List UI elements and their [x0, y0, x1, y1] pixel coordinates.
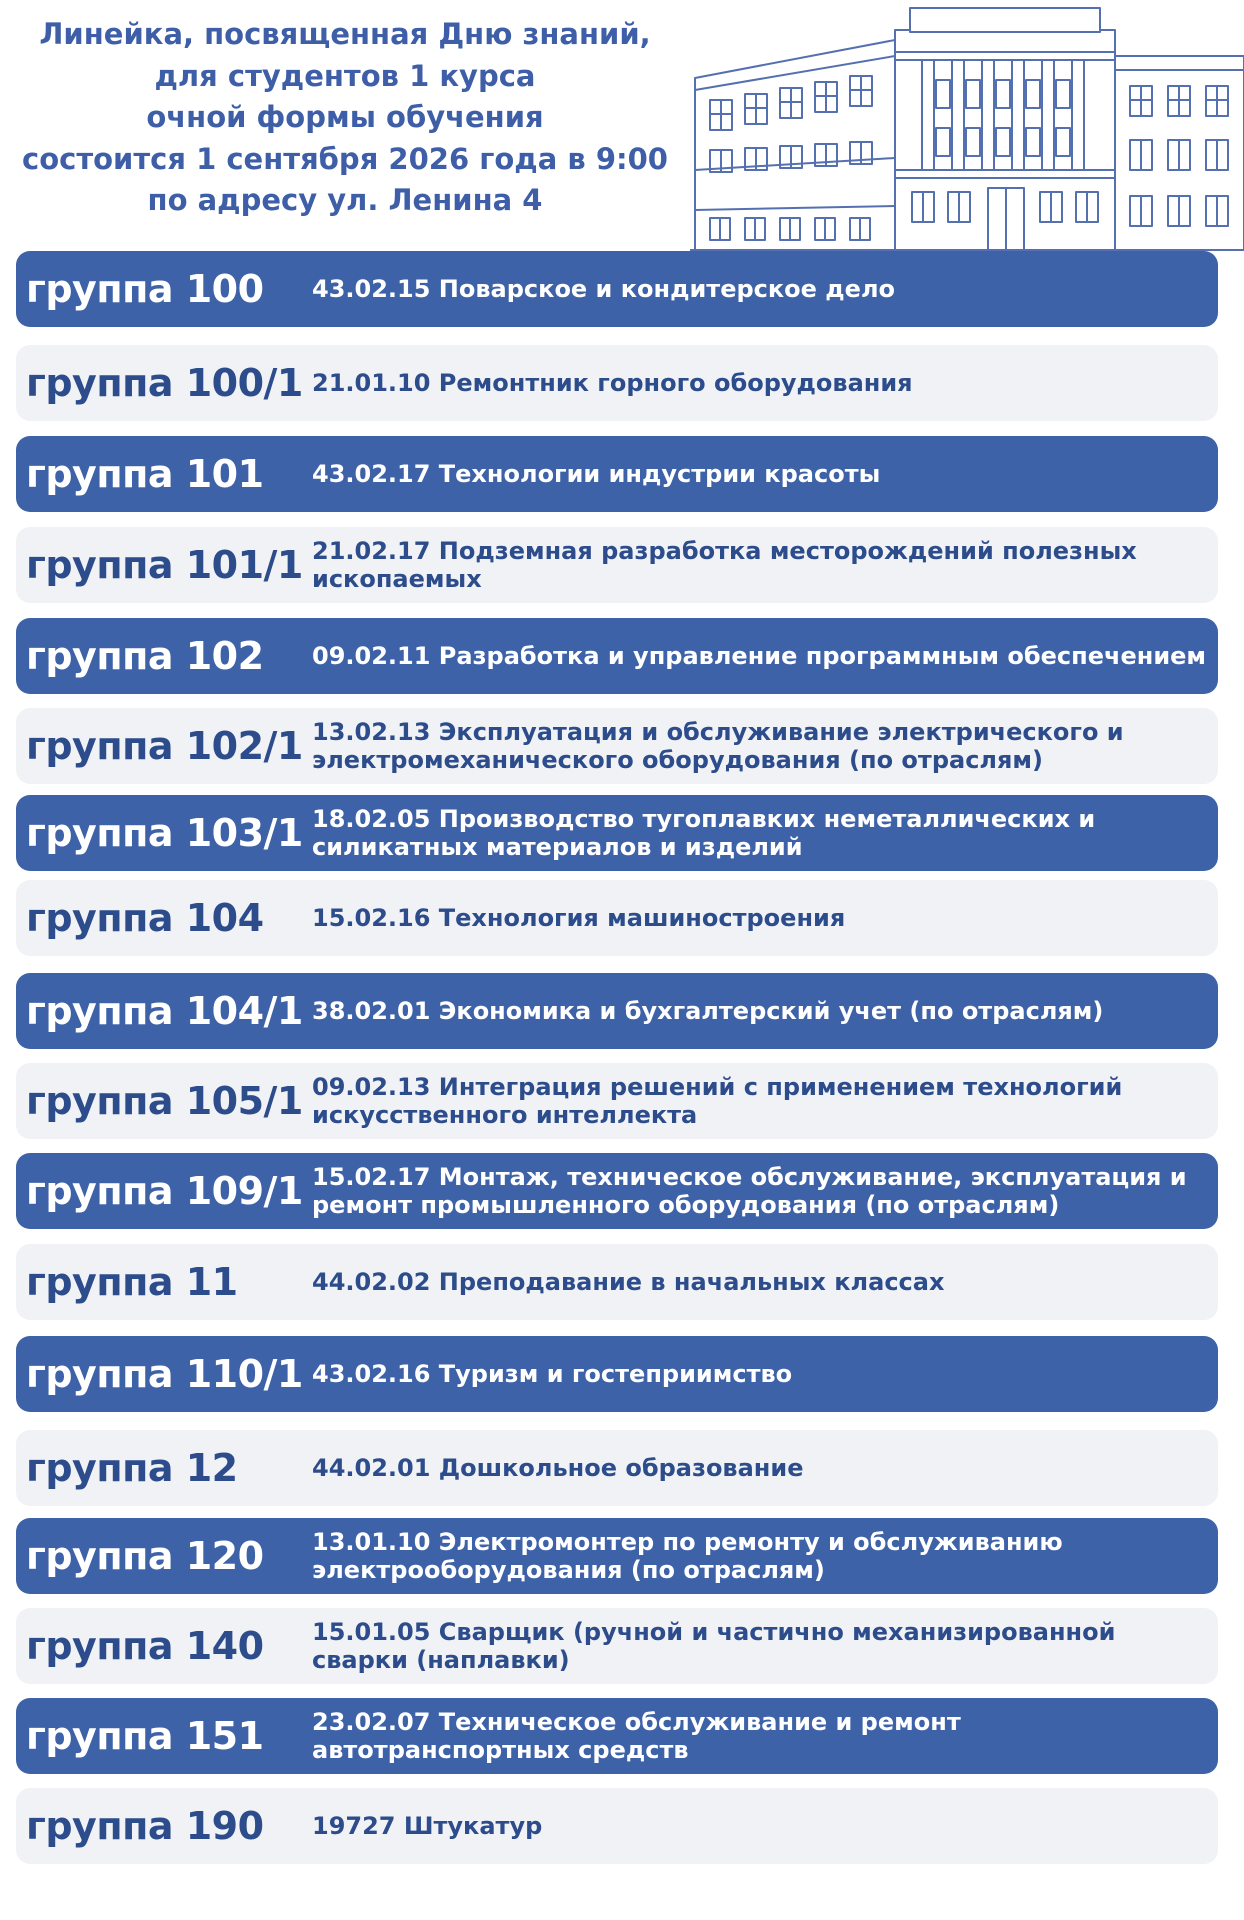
- specialty-text: 43.02.16 Туризм и гостеприимство: [312, 1360, 793, 1388]
- specialty-text: 13.02.13 Эксплуатация и обслуживание электрического и электромеханического оборудования (по отраслям): [312, 718, 1124, 774]
- specialty-text: 15.02.17 Монтаж, техническое обслуживание, эксплуатация и ремонт промышленного оборудования (по отраслям): [312, 1163, 1187, 1219]
- group-row: [16, 880, 1218, 956]
- group-name: группа 100: [26, 267, 264, 311]
- specialty-text: 15.01.05 Сварщик (ручной и частично механизированной сварки (наплавки): [312, 1618, 1116, 1674]
- group-row: [16, 1336, 1218, 1412]
- group-row: [16, 708, 1218, 784]
- specialty-text: 43.02.15 Поварское и кондитерское дело: [312, 275, 896, 303]
- group-row: [16, 1430, 1218, 1506]
- group-row: [16, 436, 1218, 512]
- group-name: группа 120: [26, 1534, 264, 1578]
- group-row: [16, 1153, 1218, 1229]
- group-name: группа 11: [26, 1260, 238, 1304]
- specialty-text: 19727 Штукатур: [312, 1812, 543, 1840]
- specialty-text: 21.02.17 Подземная разработка месторождений полезных ископаемых: [312, 537, 1137, 593]
- group-name: группа 101/1: [26, 543, 303, 587]
- specialty-text: 44.02.02 Преподавание в начальных классах: [312, 1268, 945, 1296]
- announcement-line: состоится 1 сентября 2026 года в 9:00: [22, 141, 668, 176]
- group-name: группа 190: [26, 1804, 264, 1848]
- specialty-text: 13.01.10 Электромонтер по ремонту и обслуживанию электрооборудования (по отраслям): [312, 1528, 1063, 1584]
- group-name: группа 102/1: [26, 724, 303, 768]
- group-row: [16, 527, 1218, 603]
- announcement-line: очной формы обучения: [146, 100, 544, 134]
- group-row: [16, 1698, 1218, 1774]
- group-row: [16, 251, 1218, 327]
- group-row: [16, 973, 1218, 1049]
- group-name: группа 104/1: [26, 989, 303, 1033]
- specialty-text: 15.02.16 Технология машиностроения: [312, 904, 846, 932]
- group-name: группа 12: [26, 1446, 238, 1490]
- announcement-line: для студентов 1 курса: [154, 58, 536, 93]
- group-row: [16, 1518, 1218, 1594]
- group-name: группа 105/1: [26, 1079, 303, 1123]
- specialty-text: 44.02.01 Дошкольное образование: [312, 1454, 804, 1482]
- group-name: группа 140: [26, 1624, 264, 1668]
- specialty-text: 09.02.13 Интеграция решений с применением технологий искусственного интеллекта: [312, 1073, 1123, 1129]
- group-row: [16, 345, 1218, 421]
- specialty-text: 18.02.05 Производство тугоплавких неметаллических и силикатных материалов и изделий: [312, 805, 1096, 861]
- specialty-text: 21.01.10 Ремонтник горного оборудования: [312, 369, 913, 397]
- group-name: группа 103/1: [26, 811, 303, 855]
- group-name: группа 109/1: [26, 1169, 303, 1213]
- announcement-line: по адресу ул. Ленина 4: [147, 183, 543, 217]
- specialty-text: 23.02.07 Техническое обслуживание и ремонт автотранспортных средств: [312, 1708, 961, 1764]
- group-row: [16, 1244, 1218, 1320]
- group-name: группа 151: [26, 1714, 264, 1758]
- group-row: [16, 1788, 1218, 1864]
- announcement-line: Линейка, посвященная Дню знаний,: [39, 17, 651, 51]
- group-row: [16, 1063, 1218, 1139]
- group-name: группа 104: [26, 896, 264, 940]
- specialty-text: 09.02.11 Разработка и управление программным обеспечением: [312, 642, 1207, 670]
- group-row: [16, 795, 1218, 871]
- announcement: [20, 14, 670, 222]
- header: [0, 0, 1244, 255]
- specialty-text: 38.02.01 Экономика и бухгалтерский учет (по отраслям): [312, 997, 1104, 1025]
- group-name: группа 100/1: [26, 361, 303, 405]
- group-name: группа 110/1: [26, 1352, 303, 1396]
- specialty-text: 43.02.17 Технологии индустрии красоты: [312, 460, 881, 488]
- group-name: группа 101: [26, 452, 264, 496]
- group-row: [16, 1608, 1218, 1684]
- group-row: [16, 618, 1218, 694]
- group-name: группа 102: [26, 634, 264, 678]
- building-illustration: [690, 0, 1244, 252]
